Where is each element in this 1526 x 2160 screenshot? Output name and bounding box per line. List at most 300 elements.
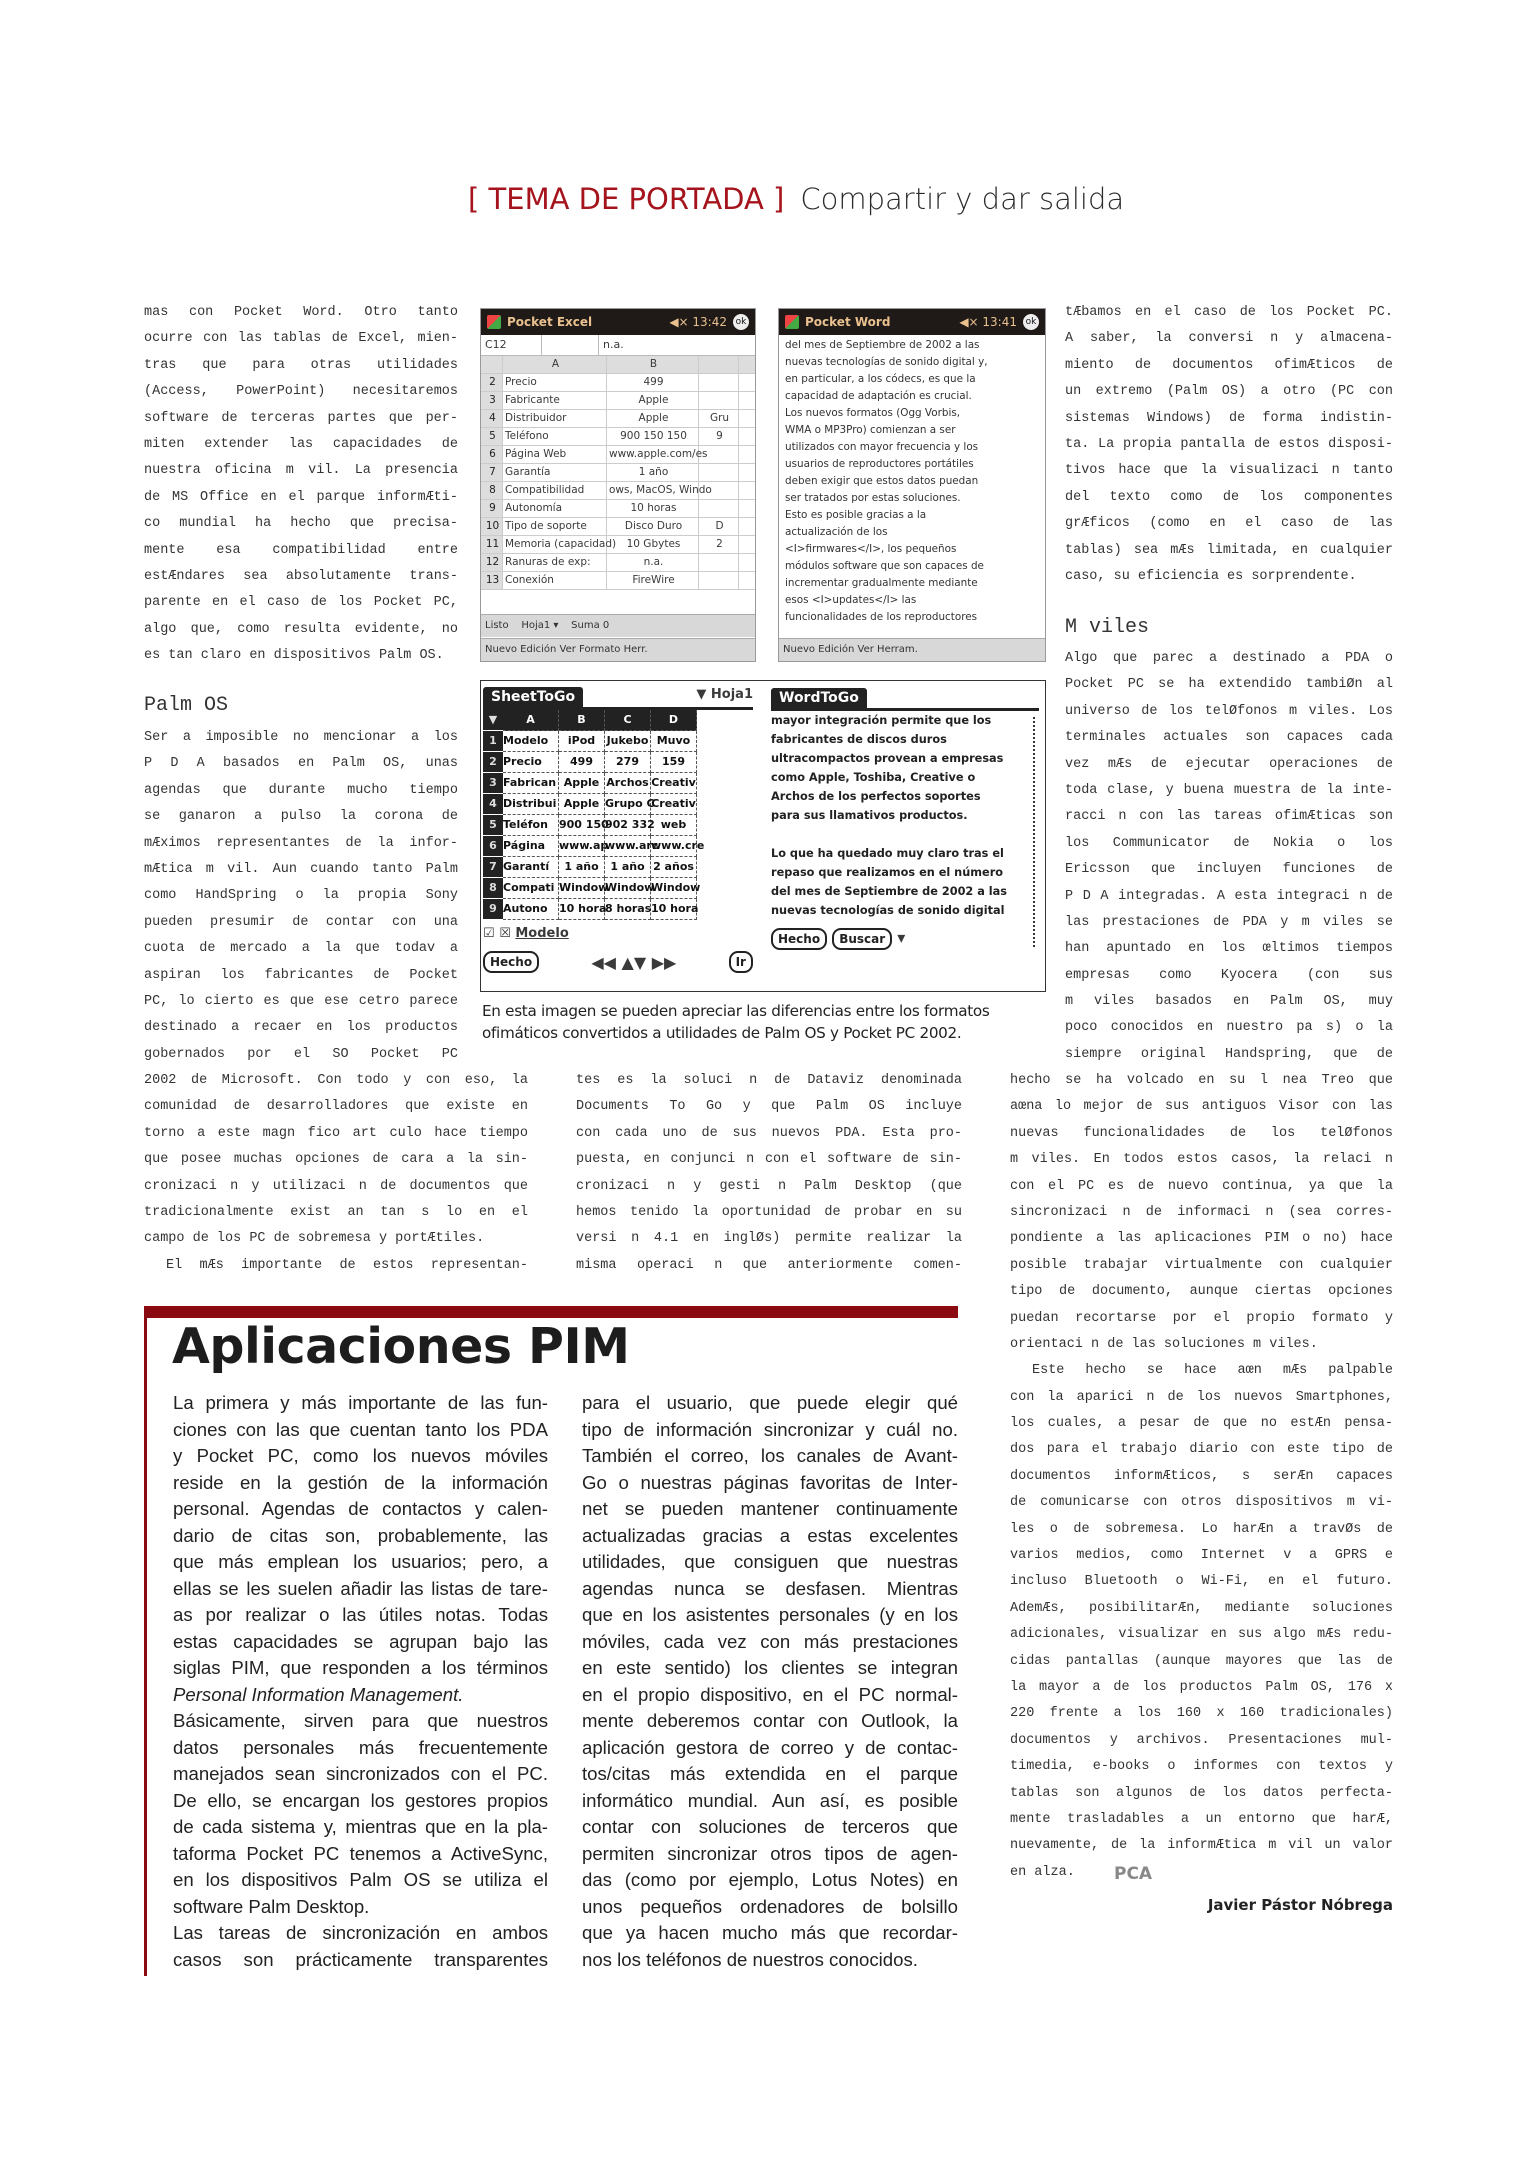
text-line: cidas pantallas (aunque mayores que las de bbox=[1010, 1653, 1393, 1669]
text-line: que en los asistentes personales (y en los bbox=[582, 1604, 958, 1625]
text-line: hemos tenido la oportunidad de probar en su bbox=[576, 1204, 962, 1220]
right-column-top bbox=[1065, 300, 1393, 590]
text-line: les o de sobremesa. Lo harÆn a travØs de bbox=[1010, 1521, 1393, 1537]
column-header: A bbox=[503, 356, 607, 373]
pocket-word-text bbox=[779, 335, 1045, 626]
table-cell: Compatibilidad bbox=[503, 482, 607, 499]
text-line: universo de los telØfonos m viles. Los bbox=[1065, 703, 1393, 719]
table-cell: FireWire bbox=[607, 572, 699, 589]
text-line: de cada sistema y, mientras que en la pla- bbox=[173, 1816, 548, 1837]
status-ready: Listo bbox=[485, 620, 509, 631]
table-cell: Apple bbox=[559, 773, 605, 794]
clock: ◀× 13:42 bbox=[669, 315, 727, 329]
text-line: móviles, cada vez con más prestaciones bbox=[582, 1630, 958, 1652]
done-button: Hecho bbox=[771, 928, 827, 950]
text-line: usuarios de reproductores portátiles bbox=[785, 458, 974, 470]
text-line: como Apple, Toshiba, Creative o bbox=[771, 771, 976, 784]
text-line: racci n con las tareas ofimÆticas son bbox=[1065, 809, 1393, 825]
go-button: Ir bbox=[729, 951, 753, 973]
text-line: informático mundial. Aun así, es posible bbox=[582, 1789, 958, 1811]
text-line: Ericsson que incluyen funciones de bbox=[1065, 862, 1393, 878]
text-line: fabricantes de discos duros bbox=[771, 733, 947, 746]
text-line: mas con Pocket Word. Otro tanto bbox=[144, 305, 458, 320]
text-line: aspiran los fabricantes de Pocket bbox=[144, 967, 458, 983]
wordtogo-screen bbox=[771, 687, 1039, 950]
table-cell: Memoria (capacidad) bbox=[503, 536, 607, 553]
table-cell: 1 año bbox=[607, 464, 699, 481]
table-cell: Precio bbox=[503, 374, 607, 391]
find-button: Buscar bbox=[832, 928, 892, 950]
check-icon: ☑ bbox=[483, 926, 495, 941]
text-line: 2002 de Microsoft. Con todo y con eso, la bbox=[144, 1073, 528, 1088]
table-row bbox=[481, 572, 755, 590]
table-cell: Tipo de soporte bbox=[503, 518, 607, 535]
text-line: mÆtica m vil. Aun cuando tanto Palm bbox=[144, 861, 458, 877]
table-cell: 900 150 150 bbox=[607, 428, 699, 445]
edit-row bbox=[483, 926, 753, 941]
text-line: nuevas tecnologías de sonido digital y, bbox=[785, 356, 988, 368]
table-cell: 900 150 bbox=[559, 815, 605, 836]
pocket-word-screenshot bbox=[778, 308, 1046, 662]
table-cell: 4 bbox=[483, 794, 503, 814]
text-line: aplicación gestora de correo y de contac- bbox=[582, 1736, 958, 1758]
text-line: empresas como Kyocera (con sus bbox=[1065, 967, 1393, 983]
text-line: La primera y más importante de las fun- bbox=[173, 1392, 548, 1413]
table-cell: 499 bbox=[607, 374, 699, 391]
text-line: taforma Pocket PC tenemos a ActiveSync, bbox=[173, 1842, 548, 1864]
page-header bbox=[468, 182, 1124, 216]
figure-caption: En esta imagen se pueden apreciar las diferencias entre los formatos ofimáticos convertidos a utilidades de Palm OS y Pocket PC 2002. bbox=[482, 1002, 990, 1042]
pim-box-left-rule bbox=[144, 1306, 147, 1976]
text-line: agendas que durante mucho tiempo bbox=[144, 782, 458, 798]
pocket-excel-titlebar bbox=[481, 309, 755, 335]
table-cell: Apple bbox=[559, 794, 605, 815]
table-cell: 8 bbox=[481, 482, 503, 499]
table-cell bbox=[699, 446, 739, 463]
text-line: as por realizar o las útiles notas. Todas bbox=[173, 1604, 548, 1625]
edit-value: Modelo bbox=[515, 926, 569, 941]
palm-screenshots-box bbox=[480, 680, 1046, 992]
table-cell: Precio bbox=[503, 752, 559, 773]
text-line: versi n 4.1 en inglØs) permite realizar la bbox=[576, 1231, 962, 1247]
text-line: capacidad de adaptación es crucial. bbox=[785, 390, 972, 402]
done-button: Hecho bbox=[483, 951, 539, 973]
table-row bbox=[481, 500, 755, 518]
text-line: (Access, PowerPoint) necesitaremos bbox=[144, 384, 458, 400]
text-line: del mes de Septiembre de 2002 a las bbox=[771, 885, 1007, 898]
text-line: un extremo (Palm OS) a otro (PC con bbox=[1065, 384, 1393, 400]
table-cell: 9 bbox=[483, 899, 503, 919]
text-line: manejados sean sincronizados con el PC. bbox=[173, 1763, 548, 1784]
table-cell bbox=[699, 572, 739, 589]
table-cell bbox=[699, 392, 739, 409]
table-cell: 10 hora bbox=[651, 899, 697, 920]
text-line: timedia, e-books o informes con textos y bbox=[1010, 1759, 1393, 1775]
text-line: del mes de Septiembre de 2002 a las bbox=[785, 339, 980, 351]
author-byline: Javier Pástor Nóbrega bbox=[1207, 1896, 1393, 1914]
text-line: tablas) sea mÆs limitada, en cualquier bbox=[1065, 542, 1393, 558]
text-line: <I>firmwares</I>, los pequeños bbox=[785, 543, 957, 555]
text-line: personal. Agendas de contactos y calen- bbox=[173, 1498, 548, 1519]
text-line: ultracompactos provean a empresas bbox=[771, 752, 1004, 765]
text-line: actualizadas gracias a estas excelentes bbox=[582, 1524, 958, 1546]
text-line: Esto es posible gracias a la bbox=[785, 509, 927, 521]
text-line: tipo de documento, aunque ciertas opciones bbox=[1010, 1284, 1393, 1300]
text-line: das (como por ejemplo, Lotus Notes) en bbox=[582, 1869, 958, 1890]
text-line: gobernados por el SO Pocket PC bbox=[144, 1046, 458, 1062]
cell-value: n.a. bbox=[603, 338, 624, 351]
text-line: reside en la gestión de la información bbox=[173, 1471, 548, 1493]
table-cell: Distribui bbox=[503, 794, 559, 815]
table-cell: 2 bbox=[481, 374, 503, 391]
excel-rows bbox=[481, 374, 755, 590]
navigation-arrows-icon: ◀◀ ▲▼ ▶▶ bbox=[591, 952, 677, 972]
text-line: para el usuario, que puede elegir qué bbox=[582, 1392, 958, 1413]
table-cell: 2 años bbox=[651, 857, 697, 878]
text-line: en alza. bbox=[1010, 1864, 1075, 1880]
text-line: posible trabajar virtualmente con cualquier bbox=[1010, 1257, 1393, 1273]
text-line: net se pueden mantener continuamente bbox=[582, 1498, 958, 1519]
text-line: aœna lo mejor de sus antiguos Visor con las bbox=[1010, 1099, 1393, 1115]
text-line: utilizados con mayor frecuencia y los bbox=[785, 441, 979, 453]
text-line: en el propio dispositivo, en el PC normal- bbox=[582, 1683, 958, 1705]
text-line: datos personales más frecuentemente bbox=[173, 1736, 548, 1758]
text-line: puedan recortarse por el propio formato y bbox=[1010, 1310, 1393, 1326]
pim-column-2 bbox=[582, 1390, 958, 1973]
windows-start-icon bbox=[487, 315, 501, 329]
text-line: Básicamente, sirven para que nuestros bbox=[173, 1710, 548, 1731]
table-cell: 5 bbox=[483, 815, 503, 835]
text-line: nuevamente, de la informÆtica m vil un valor bbox=[1010, 1838, 1393, 1854]
text-line: tes es la soluci n de Dataviz denominada bbox=[576, 1073, 962, 1088]
table-cell: Grupo C bbox=[605, 794, 651, 815]
table-cell: Window bbox=[605, 878, 651, 899]
table-cell: Window bbox=[559, 878, 605, 899]
pocket-excel-screenshot bbox=[480, 308, 756, 662]
text-line: torno a este magn fico art culo hace tiempo bbox=[144, 1125, 528, 1141]
column-headers bbox=[481, 356, 755, 374]
text-line: cronizaci n y gesti n Palm Desktop (que bbox=[576, 1178, 962, 1194]
table-cell: 11 bbox=[481, 536, 503, 553]
clock: ◀× 13:41 bbox=[959, 315, 1017, 329]
table-cell: Modelo bbox=[503, 731, 559, 752]
formula-bar bbox=[481, 335, 755, 356]
text-line: Go o nuestras páginas favoritas de Inter- bbox=[582, 1471, 958, 1493]
text-line: mente esa compatibilidad entre bbox=[144, 542, 458, 558]
table-cell: 8 bbox=[483, 878, 503, 898]
text-line: los Communicator de Nokia o los bbox=[1065, 835, 1393, 851]
text-line: tablas son algunos de los datos perfecta- bbox=[1010, 1785, 1393, 1801]
text-line: campo de los PC de sobremesa y portÆtiles. bbox=[144, 1231, 485, 1247]
table-cell: 13 bbox=[481, 572, 503, 589]
text-line: vez mÆs de ejecutar operaciones de bbox=[1065, 756, 1393, 772]
table-cell: Página Web bbox=[503, 446, 607, 463]
table-row bbox=[481, 428, 755, 446]
text-line: También el correo, los canales de Avant- bbox=[582, 1445, 958, 1466]
text-line: incrementar gradualmente mediante bbox=[785, 577, 978, 589]
text-line: estÆndares sea absolutamente trans- bbox=[144, 568, 458, 584]
text-line bbox=[771, 825, 1039, 844]
section-subtitle: Compartir y dar salida bbox=[800, 182, 1125, 216]
table-cell: Apple bbox=[607, 410, 699, 427]
text-line: WMA o MP3Pro) comienzan a ser bbox=[785, 424, 956, 436]
table-cell: Creativ bbox=[651, 773, 697, 794]
sheettogo-screen bbox=[483, 687, 753, 973]
middle-column bbox=[576, 1068, 962, 1279]
table-cell: 6 bbox=[481, 446, 503, 463]
table-row bbox=[481, 518, 755, 536]
text-line: Algo que parec a destinado a PDA o bbox=[1065, 651, 1393, 666]
text-line: co mundial ha hecho que precisa- bbox=[144, 516, 458, 532]
text-line: Personal Information Management. bbox=[173, 1683, 464, 1705]
table-cell: ows, MacOS, Windo bbox=[607, 482, 699, 499]
table-cell: Apple bbox=[607, 392, 699, 409]
table-cell bbox=[699, 554, 739, 571]
text-line: y Pocket PC, como los nuevos móviles bbox=[173, 1445, 548, 1466]
column-header: ▼ bbox=[483, 710, 503, 730]
dropdown-arrow-icon: ▾ bbox=[897, 928, 906, 947]
text-line: algo que, como resulta evidente, no bbox=[144, 621, 458, 637]
text-line: siglas PIM, que responden a los términos bbox=[173, 1657, 548, 1678]
table-cell: www.arc bbox=[605, 836, 651, 857]
left-column-bottom bbox=[144, 1068, 528, 1279]
table-cell: Autono bbox=[503, 899, 559, 920]
table-cell: 10 horas bbox=[607, 500, 699, 517]
text-line: m viles basados en Palm OS, muy bbox=[1065, 994, 1393, 1010]
table-cell: Teléfon bbox=[503, 815, 559, 836]
column-header: B bbox=[607, 356, 699, 373]
text-line: miento de documentos ofimÆticos de bbox=[1065, 357, 1393, 373]
table-cell: www.ap bbox=[559, 836, 605, 857]
text-line: pueden presumir de contar con una bbox=[144, 914, 458, 930]
text-line: mÆximos representantes de la infor- bbox=[144, 835, 458, 851]
text-line: cuota de mercado a la que todav a bbox=[144, 941, 458, 957]
table-cell: 7 bbox=[483, 857, 503, 877]
text-line: repaso que realizamos en el número bbox=[771, 866, 1004, 879]
table-cell bbox=[699, 482, 739, 499]
text-line: documentos y archivos. Presentaciones mul- bbox=[1010, 1732, 1393, 1748]
text-line: toda clase, y buena muestra de la inte- bbox=[1065, 782, 1393, 798]
app-title: Pocket Word bbox=[805, 315, 891, 329]
table-row bbox=[481, 392, 755, 410]
text-line: deben exigir que estos datos puedan bbox=[785, 475, 979, 487]
menu-bar: Nuevo Edición Ver Formato Herr. bbox=[481, 638, 755, 661]
table-cell: 5 bbox=[481, 428, 503, 445]
text-line: contar con soluciones de terceros que bbox=[582, 1816, 958, 1837]
text-line: nos los teléfonos de nuestros conocidos. bbox=[582, 1948, 918, 1970]
text-line: Pocket PC se ha extendido tambiØn al bbox=[1065, 677, 1393, 693]
text-line: casos son prácticamente transparentes bbox=[173, 1948, 548, 1970]
table-cell: D bbox=[699, 518, 739, 535]
text-line: nuevas funcionalidades de los telØfonos bbox=[1010, 1125, 1393, 1141]
figure-screenshots bbox=[480, 308, 1046, 992]
wordtogo-text bbox=[771, 711, 1039, 920]
table-cell: 10 hora bbox=[559, 899, 605, 920]
table-cell: 3 bbox=[483, 773, 503, 793]
table-cell: 7 bbox=[481, 464, 503, 481]
left-column-mid bbox=[144, 725, 458, 1068]
sheet-selector: ▼ Hoja1 bbox=[696, 687, 753, 702]
table-cell: Ranuras de exp: bbox=[503, 554, 607, 571]
column-header: A bbox=[503, 710, 559, 731]
table-cell: Garantía bbox=[503, 464, 607, 481]
text-line: en este sentido) los clientes se integran bbox=[582, 1657, 958, 1678]
table-cell: Muvo bbox=[651, 731, 697, 752]
text-line: de comunicarse con otros dispositivos m vi- bbox=[1010, 1495, 1393, 1511]
text-line: tÆbamos en el caso de los Pocket PC. bbox=[1065, 305, 1393, 320]
table-row bbox=[481, 464, 755, 482]
text-line: nuevas tecnologías de sonido digital bbox=[771, 904, 1005, 917]
table-cell: Compati bbox=[503, 878, 559, 899]
text-line: que más emplean los usuarios; pero, a bbox=[173, 1551, 548, 1572]
text-line: hecho se ha volcado en su l nea Treo que bbox=[1010, 1073, 1393, 1088]
pca-mark: PCA bbox=[1114, 1864, 1153, 1884]
text-line: ellas se les suelen añadir las listas de tare- bbox=[173, 1577, 548, 1599]
text-line: con la aparici n de los nuevos Smartphones, bbox=[1010, 1389, 1393, 1405]
table-cell bbox=[699, 464, 739, 481]
text-line: de MS Office en el parque informÆti- bbox=[144, 489, 458, 505]
text-line: tos/citas más extendida en el parque bbox=[582, 1763, 958, 1784]
table-cell: 6 bbox=[483, 836, 503, 856]
sum-display: Suma 0 bbox=[571, 620, 610, 631]
table-cell: Jukebo bbox=[605, 731, 651, 752]
table-cell: 4 bbox=[481, 410, 503, 427]
text-line: P D A basados en Palm OS, unas bbox=[144, 756, 458, 772]
text-line: terminales actuales son capaces cada bbox=[1065, 730, 1393, 746]
windows-start-icon bbox=[785, 315, 799, 329]
text-line: Documents To Go y que Palm OS incluye bbox=[576, 1099, 962, 1115]
text-line: sincronizaci n de informaci n (sea corres- bbox=[1010, 1204, 1393, 1220]
text-line: esos <I>updates</I> las bbox=[785, 594, 917, 606]
menu-bar: Nuevo Edición Ver Herram. bbox=[779, 638, 1045, 661]
text-line: caso, su eficiencia es sorprendente. bbox=[1065, 568, 1357, 584]
table-cell: iPod bbox=[559, 731, 605, 752]
table-row bbox=[481, 536, 755, 554]
text-line: para sus llamativos productos. bbox=[771, 809, 968, 822]
ok-button: ok bbox=[1023, 314, 1039, 330]
table-cell: Archos bbox=[605, 773, 651, 794]
table-cell: 499 bbox=[559, 752, 605, 773]
table-cell: 902 332 bbox=[605, 815, 651, 836]
table-cell: Página bbox=[503, 836, 559, 857]
table-cell: Teléfono bbox=[503, 428, 607, 445]
text-line: P D A integradas. A esta integraci n de bbox=[1065, 888, 1393, 904]
table-cell: 9 bbox=[699, 428, 739, 445]
text-line: software Palm Desktop. bbox=[173, 1895, 370, 1917]
text-line: Este hecho se hace aœn mÆs palpable bbox=[1032, 1363, 1393, 1379]
text-line: AdemÆs, posibilitarÆn, mediante soluciones bbox=[1010, 1600, 1393, 1616]
table-row bbox=[481, 374, 755, 392]
text-line: Lo que ha quedado muy claro tras el bbox=[771, 847, 1004, 860]
text-line: tradicionalmente exist an tan s lo en el bbox=[144, 1204, 528, 1220]
text-line: ta. La propia pantalla de estos disposi- bbox=[1065, 436, 1393, 452]
text-line: estas capacidades se agrupan bajo las bbox=[173, 1630, 548, 1652]
text-line: en particular, a los códecs, es que la bbox=[785, 373, 976, 385]
text-line: actualización de los bbox=[785, 526, 888, 538]
table-cell: 3 bbox=[481, 392, 503, 409]
table-cell: 2 bbox=[483, 752, 503, 772]
table-cell: 1 año bbox=[605, 857, 651, 878]
text-line: poco conocidos en nuestro pa s) o la bbox=[1065, 1020, 1393, 1036]
text-line: con el PC es de nuevo continua, ya que la bbox=[1010, 1178, 1393, 1194]
table-cell: Window bbox=[651, 878, 697, 899]
cell-reference: C12 bbox=[481, 335, 542, 355]
text-line: se ganaron a pulso la corona de bbox=[144, 809, 458, 825]
text-line: cronizaci n y utilizaci n de documentos que bbox=[144, 1178, 528, 1194]
text-line: incluso Bluetooth o Wi-Fi, en el futuro. bbox=[1010, 1574, 1393, 1590]
right-column-bottom bbox=[1010, 1068, 1393, 1886]
text-line: Archos de los perfectos soportes bbox=[771, 790, 981, 803]
text-line: que ya hacen mucho más que recordar- bbox=[582, 1922, 958, 1943]
text-line: puesta, en conjunci n con el software de sin- bbox=[576, 1152, 962, 1168]
cancel-icon: ☒ bbox=[499, 926, 511, 941]
text-line: varios medios, como Internet v a GPRS e bbox=[1010, 1548, 1393, 1564]
table-cell: Fabricante bbox=[503, 392, 607, 409]
text-line: las prestaciones de PDA y m viles se bbox=[1065, 914, 1393, 930]
text-line: parente en el caso de los Pocket PC, bbox=[144, 595, 458, 611]
table-cell: Conexión bbox=[503, 572, 607, 589]
text-line: funcionalidades de los reproductores bbox=[785, 611, 978, 623]
heading-palm-os: Palm OS bbox=[144, 694, 229, 717]
table-cell: www.cre bbox=[651, 836, 697, 857]
text-line: sistemas Windows) de forma indistin- bbox=[1065, 410, 1393, 426]
table-cell: 10 Gbytes bbox=[607, 536, 699, 553]
ok-button: ok bbox=[733, 314, 749, 330]
app-title: SheetToGo bbox=[483, 687, 583, 707]
text-line: agendas nunca se desfasen. Mientras bbox=[582, 1577, 958, 1599]
table-cell: www.apple.com/es bbox=[607, 446, 699, 463]
text-line: misma operaci n que anteriormente comen- bbox=[576, 1257, 962, 1273]
text-line: como HandSpring o la propia Sony bbox=[144, 888, 458, 904]
text-line: del texto como de los componentes bbox=[1065, 489, 1393, 505]
app-title: Pocket Excel bbox=[507, 315, 593, 329]
table-cell bbox=[699, 374, 739, 391]
text-line: permiten sincronizar otros tipos de agen- bbox=[582, 1842, 958, 1864]
text-line: comunidad de desarrolladores que existe en bbox=[144, 1099, 528, 1115]
table-cell: Fabrican bbox=[503, 773, 559, 794]
text-line: m viles. En todos estos casos, la relaci n bbox=[1010, 1152, 1393, 1168]
text-line: A saber, la conversi n y almacena- bbox=[1065, 331, 1393, 347]
app-title: WordToGo bbox=[771, 688, 867, 708]
text-line: tipo de información sincronizar y cuál no. bbox=[582, 1418, 958, 1440]
end-mark bbox=[1100, 1864, 1152, 1884]
table-cell: Garantí bbox=[503, 857, 559, 878]
text-line: mente trasladables a un entorno que harÆ, bbox=[1010, 1811, 1393, 1827]
text-line: en los dispositivos Palm OS se utiliza el bbox=[173, 1869, 548, 1890]
text-line: nuestra oficina m vil. La presencia bbox=[144, 463, 458, 479]
text-line: han apuntado en los œltimos tiempos bbox=[1065, 941, 1393, 957]
table-row bbox=[481, 482, 755, 500]
text-line: adicionales, visualizar en sus algo mÆs redu- bbox=[1010, 1627, 1393, 1643]
text-line: ser tratados por estas soluciones. bbox=[785, 492, 961, 504]
table-row bbox=[481, 410, 755, 428]
column-header: C bbox=[605, 710, 651, 731]
table-cell: 2 bbox=[699, 536, 739, 553]
pim-column-1 bbox=[173, 1390, 548, 1973]
text-line: dos para el trabajo diario con este tipo de bbox=[1010, 1442, 1393, 1458]
table-cell: 1 año bbox=[559, 857, 605, 878]
table-cell: 12 bbox=[481, 554, 503, 571]
pim-box-top-bar bbox=[144, 1306, 958, 1318]
sheet-bar bbox=[481, 614, 755, 637]
table-cell: Creativ bbox=[651, 794, 697, 815]
heading-moviles: M viles bbox=[1065, 616, 1150, 639]
text-line: con cada uno de sus nuevos PDA. Esta pro- bbox=[576, 1125, 962, 1141]
table-cell: 9 bbox=[481, 500, 503, 517]
text-line: software de terceras partes que per- bbox=[144, 410, 458, 426]
text-line: mayor integración permite que los bbox=[771, 714, 992, 727]
text-line: De ello, se encargan los gestores propios bbox=[173, 1789, 548, 1811]
